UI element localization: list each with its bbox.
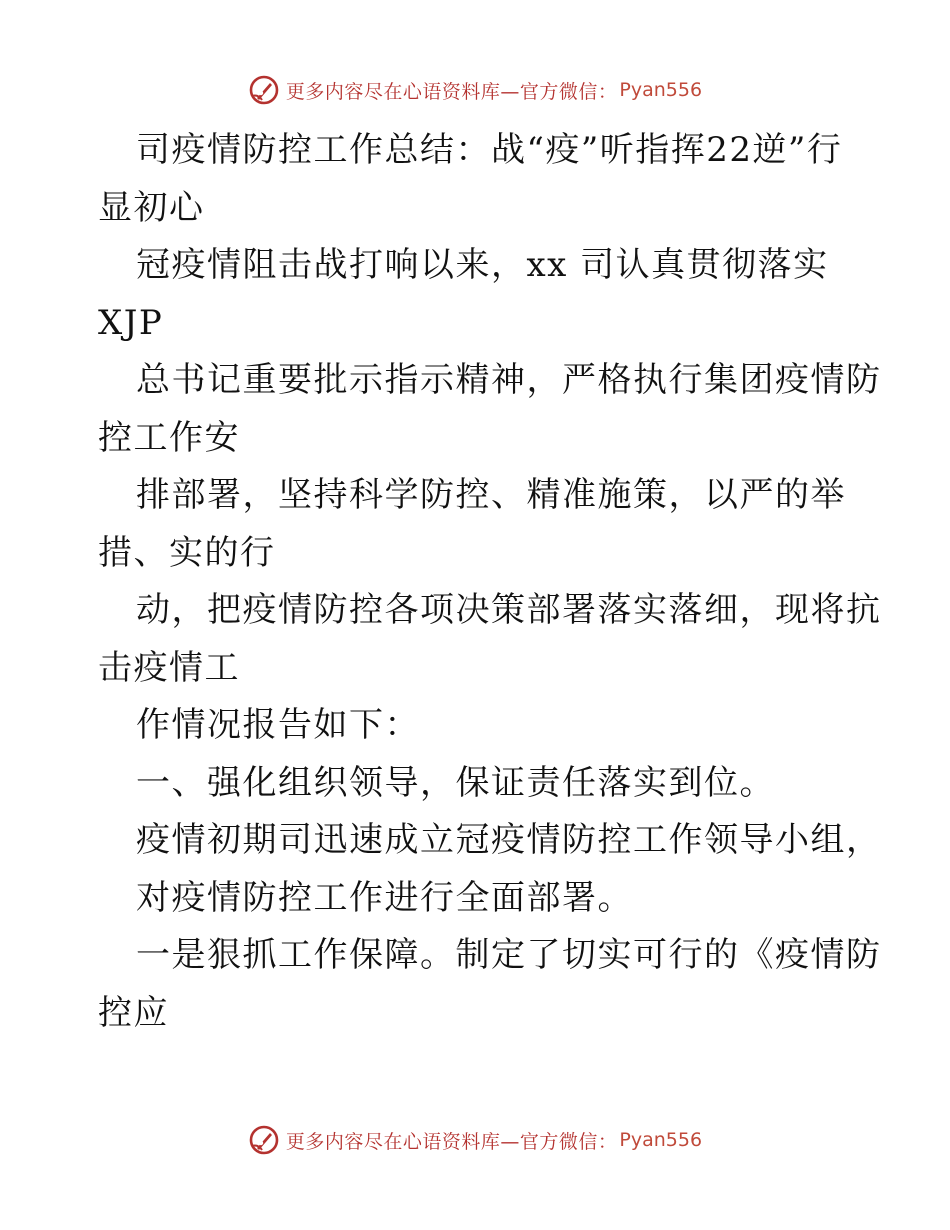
text-line: 排部署，坚持科学防控、精准施策，以严的举 [136,475,846,515]
quill-logo-icon [248,1124,280,1156]
quill-logo-icon [248,74,280,106]
text-line: 控应 [98,992,169,1033]
watermark-text: 更多内容尽在心语资料库—官方微信： [285,80,618,103]
watermark-contact: Pyan556 [619,1129,703,1151]
text-line: 司疫情防控工作总结：战“疫”听指挥22逆”行 [136,130,843,170]
text-line: 控工作安 [98,417,240,458]
text-line: 疫情初期司迅速成立冠疫情防控工作领导小组， [136,820,882,860]
text-line: 击疫情工 [98,647,240,688]
watermark-contact: Pyan556 [619,79,703,101]
text-line: 对疫情防控工作进行全面部署。 [136,877,633,918]
document-body [98,122,882,1042]
text-line: 措、实的行 [98,532,276,573]
text-line: 动，把疫情防控各项决策部署落实落细，现将抗 [136,590,882,630]
text-line: 一是狠抓工作保障。制定了切实可行的《疫情防 [136,935,882,975]
text-line: 作情况报告如下： [136,705,420,745]
text-line: 冠疫情阻击战打响以来，xx 司认真贯彻落实 [136,245,829,285]
section-heading: 一、强化组织领导，保证责任落实到位。 [136,762,775,803]
footer-watermark [0,1124,950,1156]
header-watermark [0,74,950,106]
text-line: 总书记重要批示指示精神，严格执行集团疫情防 [136,360,882,400]
text-line: XJP [98,302,164,343]
watermark-text: 更多内容尽在心语资料库—官方微信： [285,1130,618,1153]
text-line: 显初心 [98,187,205,228]
